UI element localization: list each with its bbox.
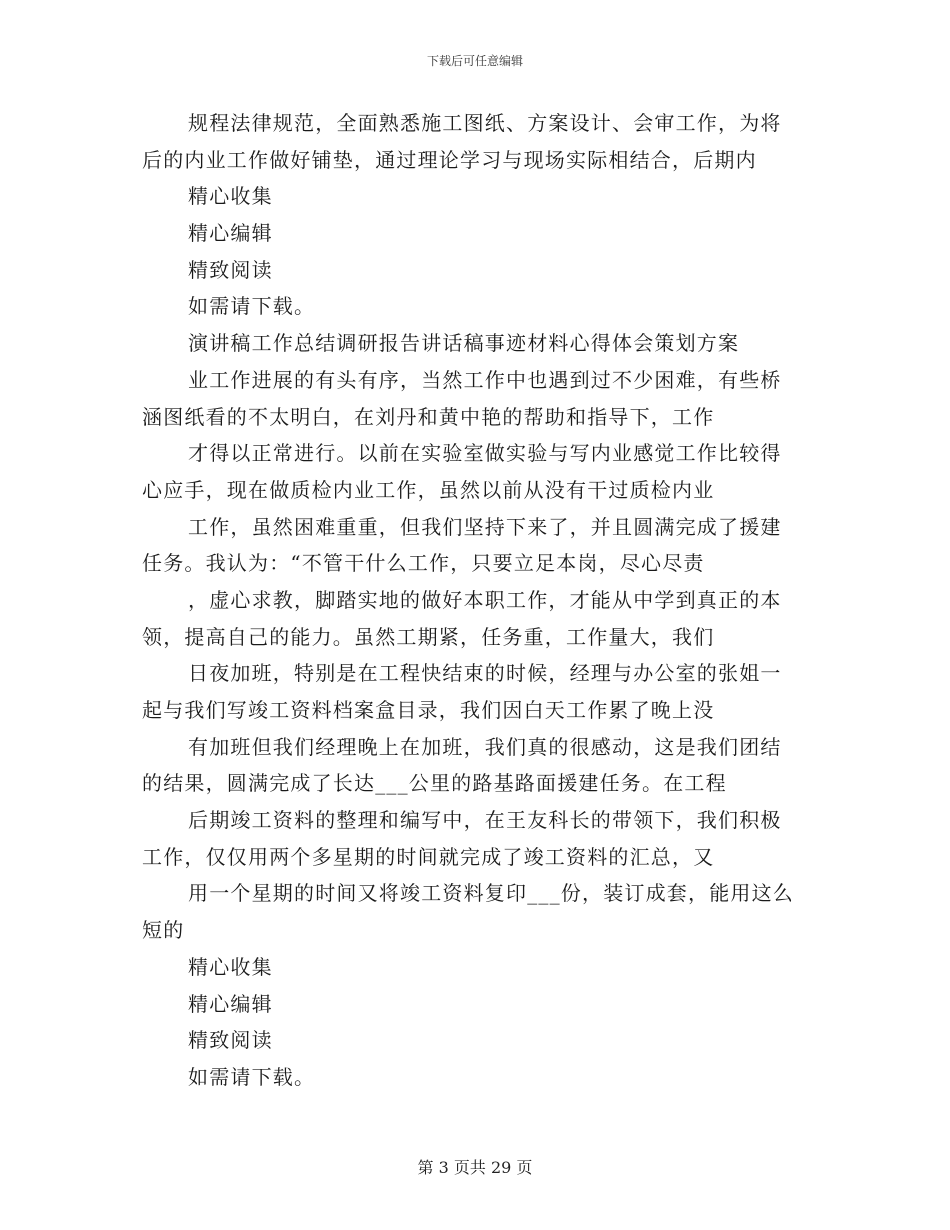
paragraph-line: 任务。我认为：“不管干什么工作，只要立足本岗，尽心尽责 xyxy=(142,551,705,576)
paragraph-line: 心应手，现在做质检内业工作，虽然以前从没有干过质检内业 xyxy=(142,477,715,502)
paragraph-line: 起与我们写竣工资料档案盒目录，我们因白天工作累了晚上没 xyxy=(142,698,715,722)
document-body xyxy=(142,105,812,1096)
paragraph-line: 后的内业工作做好铺垫，通过理论学习与现场实际相结合，后期内 xyxy=(142,147,757,172)
promo-line: 精心编辑 xyxy=(188,991,273,1016)
paragraph-line: 的结果，圆满完成了长达___公里的路基路面援建任务。在工程 xyxy=(142,771,727,796)
paragraph-line: 涵图纸看的不太明白，在刘丹和黄中艳的帮助和指导下，工作 xyxy=(142,404,715,429)
promo-line: 如需请下载。 xyxy=(188,294,316,319)
paragraph-line: ，虚心求教，脚踏实地的做好本职工作，才能从中学到真正的本 xyxy=(188,587,782,612)
paragraph-line: 工作，虽然困难重重，但我们坚持下来了，并且圆满完成了援建 xyxy=(188,514,782,539)
paragraph-line: 才得以正常进行。以前在实验室做实验与写内业感觉工作比较得 xyxy=(188,441,782,466)
paragraph-line: 规程法律规范，全面熟悉施工图纸、方案设计、会审工作，为将 xyxy=(188,111,782,135)
paragraph-line: 工作，仅仅用两个多星期的时间就完成了竣工资料的汇总，又 xyxy=(142,844,715,869)
page-footer: 第 3 页共 29 页 xyxy=(417,1158,533,1177)
paragraph-line: 短的 xyxy=(142,918,185,943)
promo-line: 如需请下载。 xyxy=(188,1064,316,1089)
paragraph-line: 有加班但我们经理晚上在加班，我们真的很感动，这是我们团结 xyxy=(188,734,782,759)
paragraph-line: 领，提高自己的能力。虽然工期紧，任务重，工作量大，我们 xyxy=(142,624,715,649)
promo-line: 精心编辑 xyxy=(188,221,273,246)
paragraph-line: 日夜加班，特别是在工程快结束的时候，经理与办公室的张姐一 xyxy=(188,661,782,686)
paragraph-line: 后期竣工资料的整理和编写中，在王友科长的带领下，我们积极 xyxy=(188,808,782,833)
promo-line: 精致阅读 xyxy=(188,1028,273,1053)
paragraph-line: 用一个星期的时间又将竣工资料复印___份，装订成套，能用这么 xyxy=(188,881,794,906)
promo-line: 演讲稿工作总结调研报告讲话稿事迹材料心得体会策划方案 xyxy=(188,331,740,356)
promo-line: 精心收集 xyxy=(188,184,273,209)
page-header: 下载后可任意编辑 xyxy=(426,54,523,68)
paragraph-line: 业工作进展的有头有序，当然工作中也遇到过不少困难，有些桥 xyxy=(188,367,782,392)
promo-line: 精致阅读 xyxy=(188,257,273,282)
promo-line: 精心收集 xyxy=(188,954,273,979)
